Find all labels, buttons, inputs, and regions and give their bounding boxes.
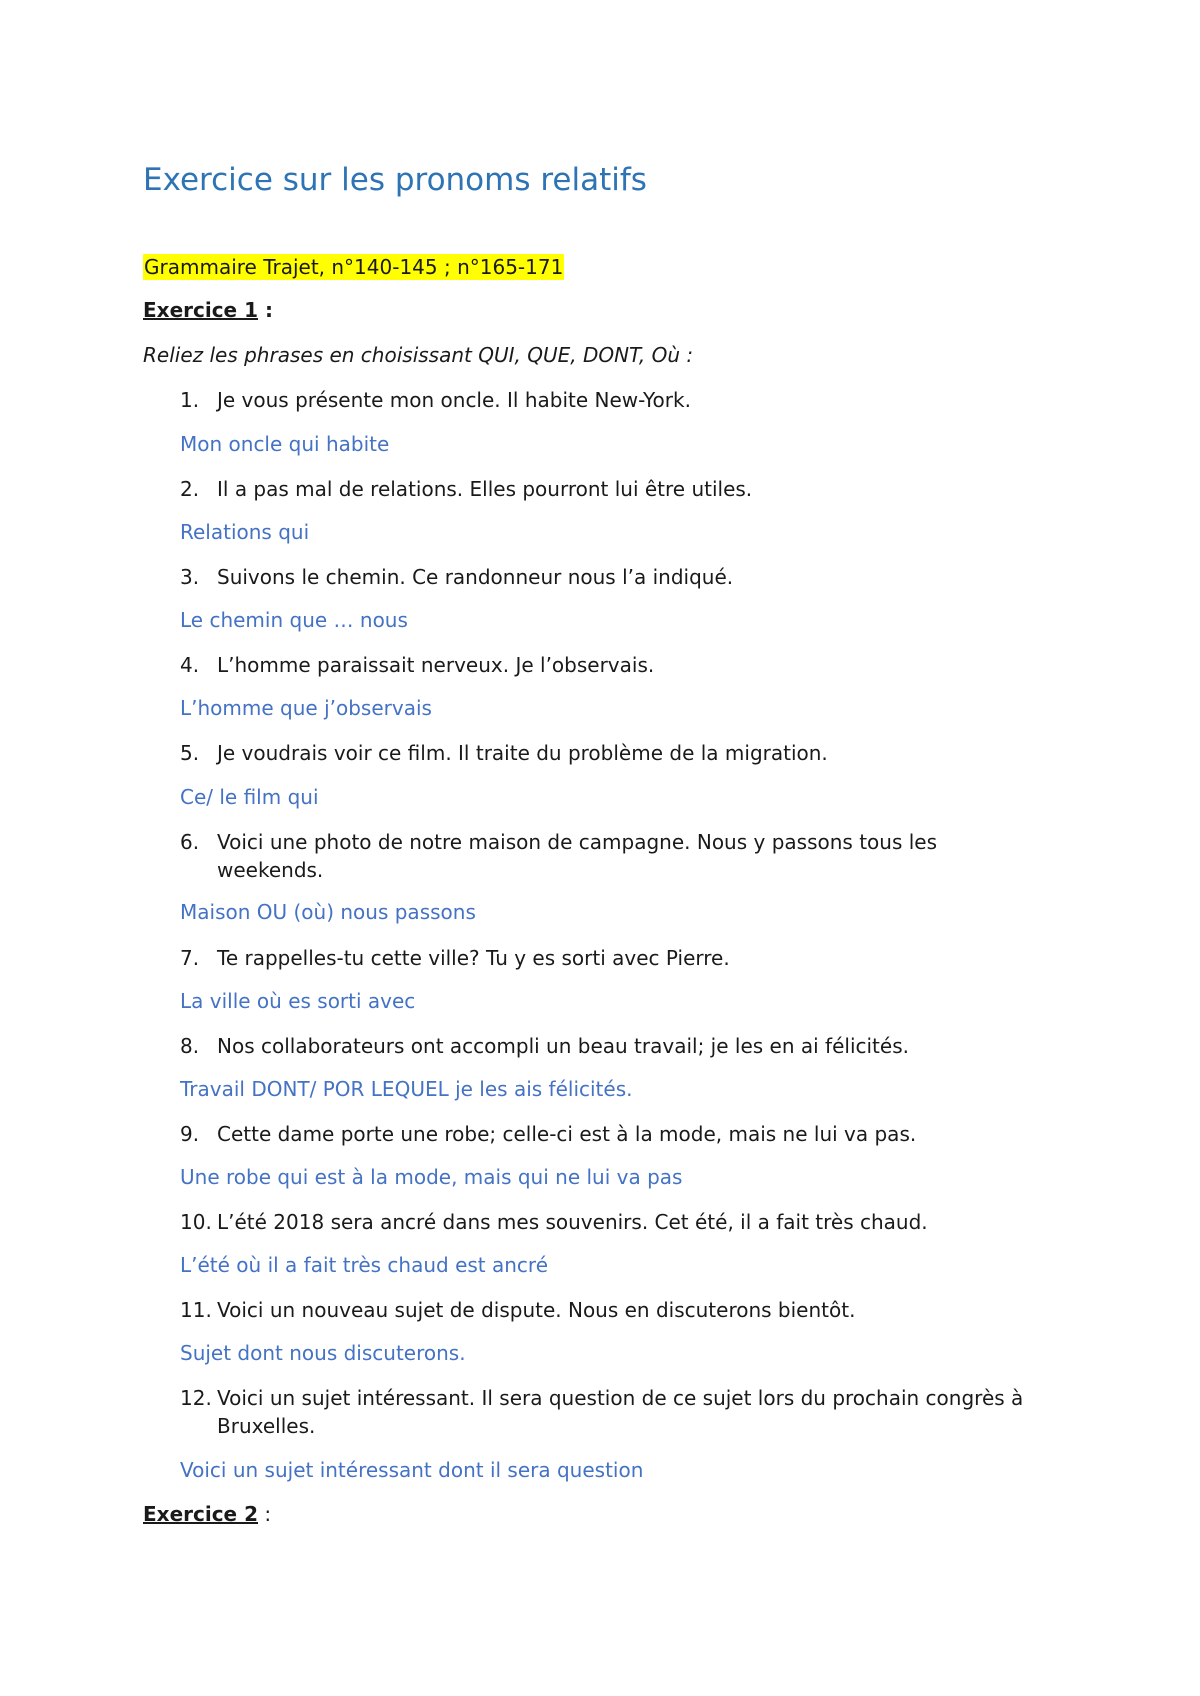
question-text: Cette dame porte une robe; celle-ci est à la mode, mais ne lui va pas.: [217, 1122, 917, 1146]
question-number: 11.: [180, 1298, 212, 1322]
question-1: [180, 386, 1040, 414]
question-text: L’été 2018 sera ancré dans mes souvenirs. Cet été, il a fait très chaud.: [217, 1210, 928, 1234]
question-4: [180, 651, 1040, 679]
question-number: 8.: [180, 1034, 200, 1058]
exercise-2-colon: :: [258, 1502, 272, 1526]
answer-5: Ce/ le film qui: [180, 785, 319, 809]
exercise-1-instruction: Reliez les phrases en choisissant QUI, QUE, DONT, Où :: [143, 343, 694, 367]
answer-4: L’homme que j’observais: [180, 696, 432, 720]
question-3: [180, 563, 1040, 591]
page-title: Exercice sur les pronoms relatifs: [143, 162, 647, 198]
question-9: [180, 1120, 1040, 1148]
question-text: Voici un sujet intéressant. Il sera question de ce sujet lors du prochain congrès à Bruxelles.: [217, 1386, 1024, 1438]
answer-6: Maison OU (où) nous passons: [180, 900, 476, 924]
question-number: 6.: [180, 830, 200, 854]
question-text: Nos collaborateurs ont accompli un beau travail; je les en ai félicités.: [217, 1034, 909, 1058]
exercise-1-colon: :: [258, 298, 273, 322]
exercise-2-label: Exercice 2: [143, 1502, 258, 1526]
question-11: [180, 1296, 1040, 1324]
question-10: [180, 1208, 1040, 1236]
question-number: 1.: [180, 388, 200, 412]
exercise-1-heading: [143, 298, 273, 322]
question-text: Il a pas mal de relations. Elles pourront lui être utiles.: [217, 477, 753, 501]
answer-10: L’été où il a fait très chaud est ancré: [180, 1253, 549, 1277]
exercise-1-label: Exercice 1: [143, 298, 258, 322]
grammar-reference: Grammaire Trajet, n°140-145 ; n°165-171: [144, 255, 564, 279]
answer-12: Voici un sujet intéressant dont il sera question: [180, 1458, 644, 1482]
question-number: 7.: [180, 946, 200, 970]
question-text: Te rappelles-tu cette ville? Tu y es sorti avec Pierre.: [217, 946, 730, 970]
answer-7: La ville où es sorti avec: [180, 989, 416, 1013]
question-number: 2.: [180, 477, 200, 501]
question-8: [180, 1032, 1040, 1060]
question-text: Voici un nouveau sujet de dispute. Nous en discuterons bientôt.: [217, 1298, 856, 1322]
question-number: 12.: [180, 1386, 212, 1410]
question-12: [180, 1384, 1040, 1440]
answer-1: Mon oncle qui habite: [180, 432, 390, 456]
exercise-2-heading: [143, 1502, 271, 1526]
question-text: L’homme paraissait nerveux. Je l’observais.: [217, 653, 655, 677]
question-text: Voici une photo de notre maison de campagne. Nous y passons tous les weekends.: [217, 830, 937, 882]
question-number: 3.: [180, 565, 200, 589]
question-6: [180, 828, 1040, 884]
answer-2: Relations qui: [180, 520, 310, 544]
question-text: Suivons le chemin. Ce randonneur nous l’a indiqué.: [217, 565, 734, 589]
question-5: [180, 739, 1040, 767]
question-2: [180, 475, 1040, 503]
question-7: [180, 944, 1040, 972]
question-text: Je vous présente mon oncle. Il habite New-York.: [217, 388, 691, 412]
answer-3: Le chemin que … nous: [180, 608, 408, 632]
question-text: Je voudrais voir ce film. Il traite du problème de la migration.: [217, 741, 828, 765]
question-number: 9.: [180, 1122, 200, 1146]
question-number: 4.: [180, 653, 200, 677]
answer-8: Travail DONT/ POR LEQUEL je les ais félicités.: [180, 1077, 633, 1101]
question-number: 10.: [180, 1210, 212, 1234]
answer-11: Sujet dont nous discuterons.: [180, 1341, 466, 1365]
answer-9: Une robe qui est à la mode, mais qui ne lui va pas: [180, 1165, 683, 1189]
question-number: 5.: [180, 741, 200, 765]
